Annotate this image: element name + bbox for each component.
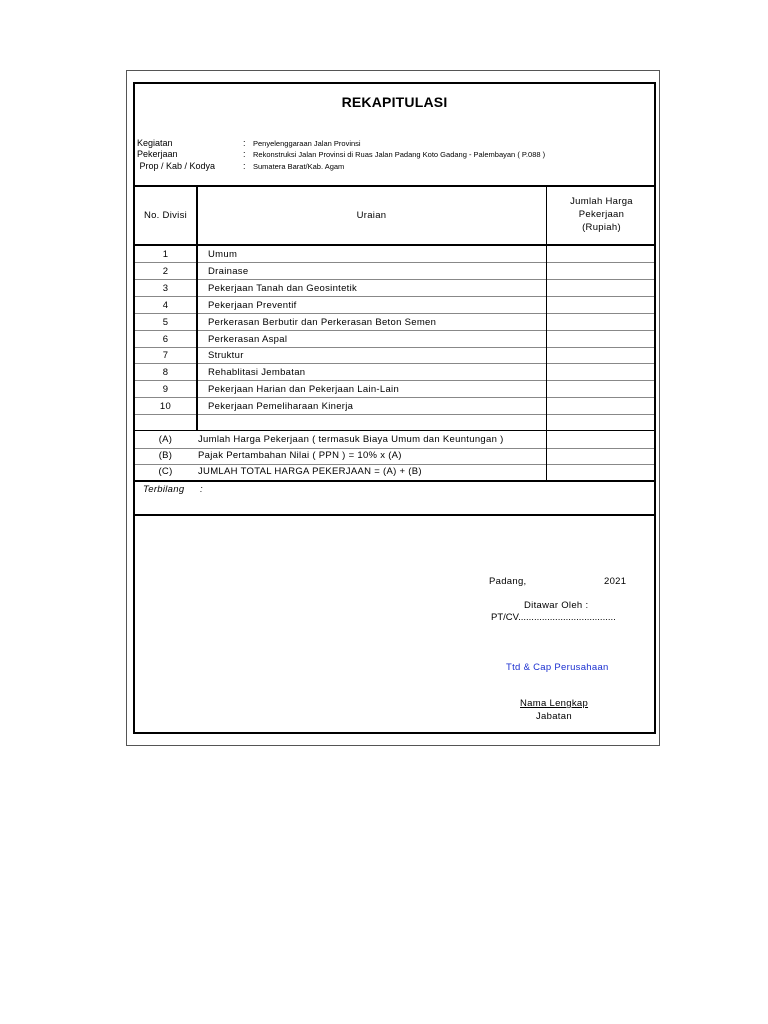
row-divider bbox=[135, 313, 654, 314]
signature-name: Nama Lengkap bbox=[520, 698, 589, 709]
header-harga-line2: Pekerjaan bbox=[578, 209, 625, 220]
summary-code: (A) bbox=[158, 434, 173, 445]
signature-position: Jabatan bbox=[536, 711, 572, 722]
document-frame bbox=[133, 82, 656, 734]
row-divider bbox=[135, 397, 654, 398]
header-bottom-border bbox=[135, 244, 654, 246]
row-no: 3 bbox=[162, 283, 169, 294]
signature-stamp: Ttd & Cap Perusahaan bbox=[506, 662, 609, 673]
row-divider bbox=[135, 380, 654, 381]
row-uraian: Pekerjaan Pemeliharaan Kinerja bbox=[208, 401, 354, 412]
terbilang-bottom-border bbox=[135, 514, 654, 516]
row-no: 4 bbox=[162, 300, 169, 311]
row-divider bbox=[135, 262, 654, 263]
row-no: 8 bbox=[162, 367, 169, 378]
summary-code: (C) bbox=[158, 466, 173, 477]
header-no-divisi: No. Divisi bbox=[143, 210, 188, 221]
row-divider bbox=[135, 414, 654, 415]
row-no: 10 bbox=[159, 401, 172, 412]
row-divider bbox=[135, 279, 654, 280]
info-label: Kegiatan bbox=[137, 138, 173, 148]
header-harga-line3: (Rupiah) bbox=[582, 222, 621, 233]
document-title: REKAPITULASI bbox=[341, 94, 448, 110]
info-value: Penyelenggaraan Jalan Provinsi bbox=[253, 139, 361, 148]
body-bottom-border bbox=[135, 430, 654, 431]
terbilang-colon: : bbox=[200, 484, 203, 495]
row-no: 2 bbox=[162, 266, 169, 277]
row-uraian: Perkerasan Aspal bbox=[208, 334, 288, 345]
row-no: 1 bbox=[162, 249, 169, 260]
row-divider bbox=[135, 330, 654, 331]
row-no: 6 bbox=[162, 334, 169, 345]
row-uraian: Struktur bbox=[208, 350, 244, 361]
row-uraian: Pekerjaan Harian dan Pekerjaan Lain-Lain bbox=[208, 384, 400, 395]
info-colon: : bbox=[243, 138, 246, 148]
summary-bottom-border bbox=[135, 480, 654, 482]
row-no: 7 bbox=[162, 350, 169, 361]
info-label: Pekerjaan bbox=[137, 149, 178, 159]
header-uraian: Uraian bbox=[356, 210, 387, 221]
row-uraian: Umum bbox=[208, 249, 238, 260]
summary-text: JUMLAH TOTAL HARGA PEKERJAAN = (A) + (B) bbox=[198, 466, 422, 477]
info-colon: : bbox=[243, 149, 246, 159]
summary-text: Jumlah Harga Pekerjaan ( termasuk Biaya Umum dan Keuntungan ) bbox=[198, 434, 504, 445]
row-uraian: Perkerasan Berbutir dan Perkerasan Beton Semen bbox=[208, 317, 437, 328]
row-divider bbox=[135, 363, 654, 364]
row-uraian: Rehablitasi Jembatan bbox=[208, 367, 306, 378]
info-value: Rekonstruksi Jalan Provinsi di Ruas Jalan Padang Koto Gadang - Palembayan ( P.088 ) bbox=[253, 150, 546, 159]
column-divider bbox=[196, 185, 198, 430]
info-label: Prop / Kab / Kodya bbox=[137, 161, 216, 171]
row-no: 9 bbox=[162, 384, 169, 395]
table-top-border bbox=[135, 185, 654, 187]
row-no: 5 bbox=[162, 317, 169, 328]
header-harga-line1: Jumlah Harga bbox=[570, 196, 633, 207]
row-divider bbox=[135, 296, 654, 297]
row-uraian: Pekerjaan Tanah dan Geosintetik bbox=[208, 283, 358, 294]
summary-text: Pajak Pertambahan Nilai ( PPN ) = 10% x (A) bbox=[198, 450, 402, 461]
signature-offered-by: Ditawar Oleh : bbox=[524, 600, 589, 611]
summary-code: (B) bbox=[158, 450, 173, 461]
row-uraian: Drainase bbox=[208, 266, 249, 277]
signature-city: Padang, bbox=[489, 576, 527, 587]
signature-year: 2021 bbox=[604, 576, 627, 587]
info-colon: : bbox=[243, 161, 246, 171]
info-value: Sumatera Barat/Kab. Agam bbox=[253, 162, 345, 171]
summary-divider bbox=[135, 448, 654, 449]
terbilang-label: Terbilang bbox=[143, 484, 185, 495]
row-divider bbox=[135, 347, 654, 348]
row-uraian: Pekerjaan Preventif bbox=[208, 300, 297, 311]
summary-divider bbox=[135, 464, 654, 465]
signature-company: PT/CV..................................... bbox=[491, 612, 616, 623]
